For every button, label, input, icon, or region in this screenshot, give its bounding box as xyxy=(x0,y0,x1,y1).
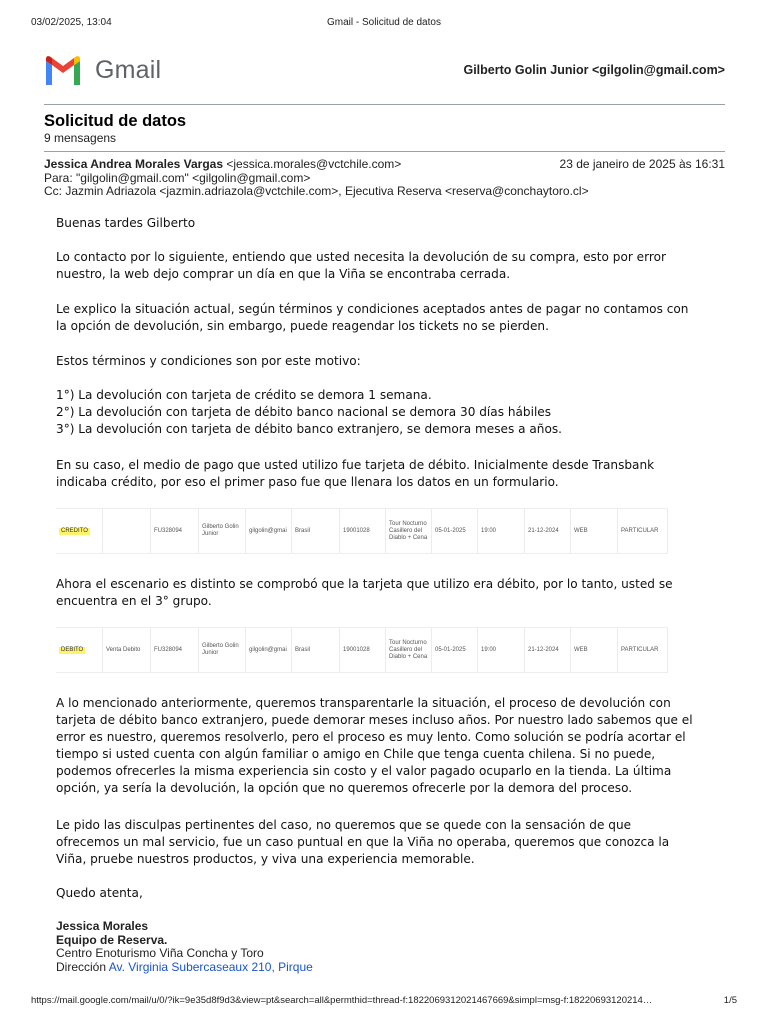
list-item: 2°) La devolución con tarjeta de débito banco nacional se demora 30 días hábiles xyxy=(56,405,552,419)
recipients-to: Para: "gilgolin@gmail.com" <gilgolin@gmail.com> xyxy=(44,170,311,185)
table-cell: 19:00 xyxy=(478,509,525,553)
print-url: https://mail.google.com/mail/u/0/?ik=9e35d8f9d3&view=pt&search=all&permthid=thread-f:1822069312021467669&simpl=msg-f:18220693120214… xyxy=(31,995,653,1006)
list-item: 1°) La devolución con tarjeta de crédito se demora 1 semana. xyxy=(56,388,432,402)
text-line: la opción de devolución, sin embargo, puede reagendar los tickets no se pierden. xyxy=(56,319,549,333)
table-cell xyxy=(56,628,103,672)
text-line: encuentra en el 3° grupo. xyxy=(56,594,212,608)
list-item: 3°) La devolución con tarjeta de débito banco extranjero, se demora meses a años. xyxy=(56,422,563,436)
text-line: indicaba crédito, por eso el primer paso fue que llenara los datos en un formulario. xyxy=(56,475,559,489)
sender-email: <jessica.morales@vctchile.com> xyxy=(226,157,402,171)
table-cell: Gilberto Golin Junior xyxy=(199,628,246,672)
paragraph-5 xyxy=(56,576,718,610)
print-datetime: 03/02/2025, 13:04 xyxy=(31,17,112,28)
text-line: Lo contacto por lo siguiente, entiendo que usted necesita la devolución de su compra, esto por error xyxy=(56,250,666,264)
table-cell: 19001028 xyxy=(340,628,386,672)
table-cell: Brasil xyxy=(292,628,340,672)
print-footer xyxy=(31,995,737,1009)
payment-type-highlight: CREDITO xyxy=(61,527,88,534)
text-line: opción, ya sería la devolución, la opción que no queremos ofrecerle por la demora del proceso. xyxy=(56,781,633,795)
table-cell xyxy=(103,509,151,553)
page-number: 1/5 xyxy=(723,995,737,1006)
paragraph-7 xyxy=(56,817,718,868)
text-line: podemos ofrecerles la misma experiencia sin costo y el valor pagado ocuparlo en la tienda. La última xyxy=(56,764,672,778)
text-line: Le explico la situación actual, según términos y condiciones aceptados antes de pagar no contamos con xyxy=(56,302,689,316)
paragraph-2 xyxy=(56,301,718,335)
signature-org: Centro Enoturismo Viña Concha y Toro xyxy=(56,946,264,960)
text-line: tarjeta de débito banco extranjero, puede demorar meses incluso años. Por nuestro lado sabemos que el xyxy=(56,713,693,727)
text-line: Ahora el escenario es distinto se comprobó que la tarjeta que utilizo era débito, por lo tanto, usted se xyxy=(56,577,673,591)
table-cell: 05-01-2025 xyxy=(432,628,478,672)
print-title: Gmail - Solicitud de datos xyxy=(327,17,441,28)
paragraph-3 xyxy=(56,353,718,370)
table-cell: Brasil xyxy=(292,509,340,553)
thread-subject: Solicitud de datos xyxy=(44,112,187,130)
text-line: Le pido las disculpas pertinentes del caso, no queremos que se quede con la sensación de que xyxy=(56,818,632,832)
recipients-cc: Cc: Jazmin Adriazola <jazmin.adriazola@vctchile.com>, Ejecutiva Reserva <reserva@conchaytoro.cl> xyxy=(44,184,589,198)
address-label: Dirección xyxy=(56,959,107,974)
divider xyxy=(44,104,725,105)
table-cell xyxy=(56,509,103,553)
address-link[interactable]: Av. Virginia Subercaseaux 210, Pirque xyxy=(108,959,313,974)
table-cell: PARTICULAR xyxy=(618,509,668,553)
table-cell: 21-12-2024 xyxy=(525,509,571,553)
table-cell: 05-01-2025 xyxy=(432,509,478,553)
text-line: tiempo si usted cuenta con algún familiar o amigo en Chile que tenga cuenta chilena. Si no puede, xyxy=(56,747,656,761)
signature-address xyxy=(56,961,313,975)
text-line: Viña, pruebe nuestros productos, y viva una experiencia memorable. xyxy=(56,852,475,866)
signature xyxy=(56,920,313,974)
gmail-m-logo-icon xyxy=(43,55,83,85)
closing xyxy=(56,885,718,902)
text-line: nuestro, la web dejo comprar un día en que la Viña se encontraba cerrada. xyxy=(56,267,511,281)
message-header xyxy=(44,158,725,199)
gmail-logo xyxy=(43,55,161,85)
booking-table-credit xyxy=(56,508,668,554)
booking-table-debit xyxy=(56,627,668,673)
signature-team: Equipo de Reserva. xyxy=(56,932,168,947)
table-cell: Gilberto Golin Junior xyxy=(199,509,246,553)
table-cell: 19:00 xyxy=(478,628,525,672)
text-line: Estos términos y condiciones son por este motivo: xyxy=(56,354,361,368)
print-header xyxy=(31,17,737,31)
table-cell: WEB xyxy=(571,509,618,553)
paragraph-6 xyxy=(56,695,718,797)
text-line: error es nuestro, queremos resolverlo, pero el proceso es muy lento. Como solución se podría acortar el xyxy=(56,730,686,744)
table-cell: WEB xyxy=(571,628,618,672)
greeting-line: Buenas tardes Gilberto xyxy=(56,216,196,230)
divider xyxy=(44,151,725,152)
text-line: A lo mencionado anteriormente, queremos transparentarle la situación, el proceso de devolución con xyxy=(56,696,671,710)
table-cell: Venta Debito xyxy=(103,628,151,672)
gmail-wordmark: Gmail xyxy=(95,55,162,84)
paragraph-4 xyxy=(56,457,718,491)
table-cell: 19001028 xyxy=(340,509,386,553)
account-name: Gilberto Golin Junior <gilgolin@gmail.com> xyxy=(463,63,725,77)
payment-type-highlight: DEBITO xyxy=(61,646,84,653)
table-cell: FU328094 xyxy=(151,509,199,553)
table-cell: 21-12-2024 xyxy=(525,628,571,672)
sender-name: Jessica Andrea Morales Vargas xyxy=(44,157,223,171)
table-cell: PARTICULAR xyxy=(618,628,668,672)
signature-name: Jessica Morales xyxy=(56,919,149,933)
table-cell: gilgolin@gmai xyxy=(246,628,292,672)
message-date: 23 de janeiro de 2025 às 16:31 xyxy=(559,157,725,171)
table-cell: Tour Nocturno Casillero del Diablo + Cena xyxy=(386,509,432,553)
table-cell: gilgolin@gmai xyxy=(246,509,292,553)
text-line: ofrecemos un mal servicio, fue un caso puntual en que la Viña no operaba, queremos que conozca la xyxy=(56,835,670,849)
table-cell: FU328094 xyxy=(151,628,199,672)
conditions-list xyxy=(56,387,718,438)
closing-line: Quedo atenta, xyxy=(56,886,143,900)
paragraph-1 xyxy=(56,249,718,283)
table-cell: Tour Nocturno Casillero del Diablo + Cena xyxy=(386,628,432,672)
message-count: 9 mensagens xyxy=(44,131,117,145)
text-line: En su caso, el medio de pago que usted utilizo fue tarjeta de débito. Inicialmente desde Transbank xyxy=(56,458,655,472)
greeting xyxy=(56,215,718,232)
